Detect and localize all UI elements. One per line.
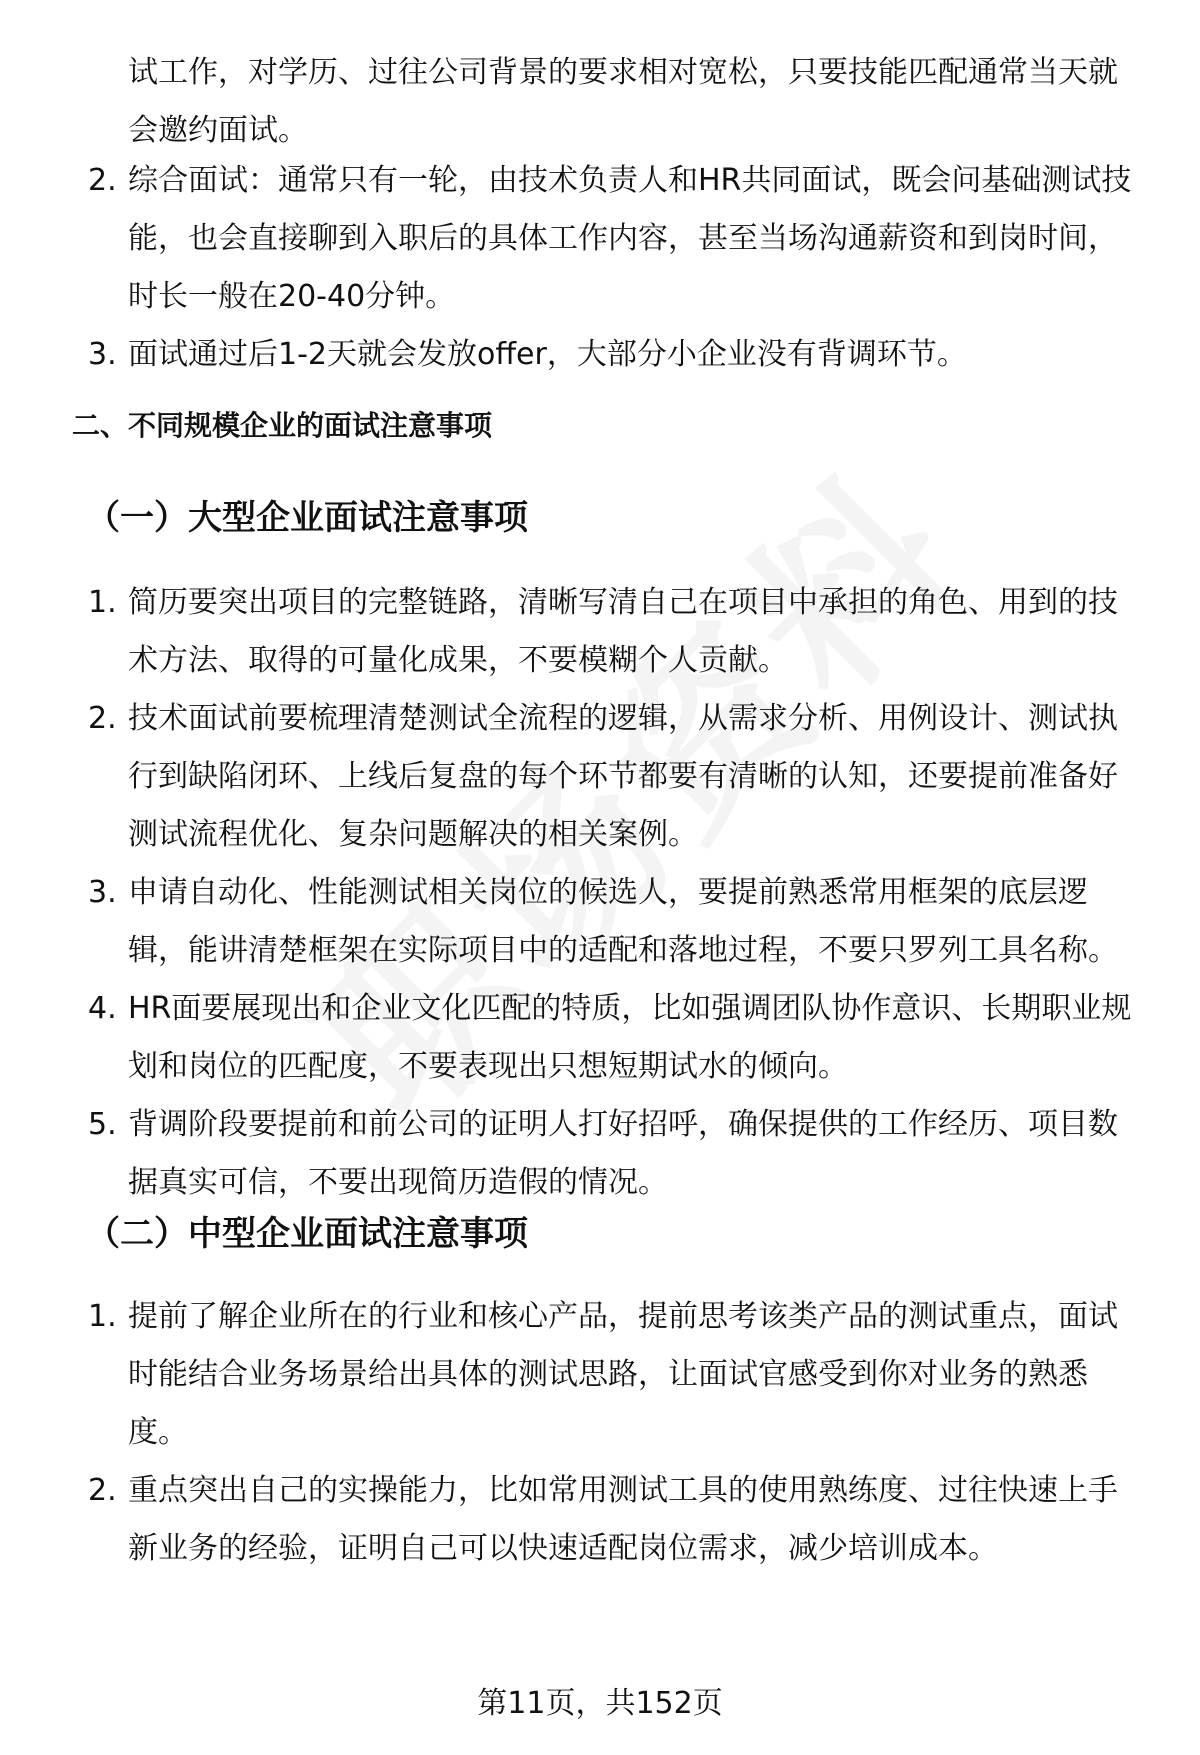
- list-item-number: 2.: [88, 701, 117, 736]
- list-item-number: 2.: [88, 1473, 117, 1508]
- page-number: 第11页，共152页: [477, 1686, 723, 1721]
- list-item-number: 3.: [88, 337, 117, 372]
- list-item-text: 重点突出自己的实操能力，比如常用测试工具的使用熟练度、过往快速上手新业务的经验，证明自己可以快速适配岗位需求，减少培训成本。: [128, 1473, 1118, 1566]
- list-item-number: 4.: [88, 991, 117, 1026]
- list-item-text: 技术面试前要梳理清楚测试全流程的逻辑，从需求分析、用例设计、测试执行到缺陷闭环、上线后复盘的每个环节都要有清晰的认知，还要提前准备好测试流程优化、复杂问题解决的相关案例。: [128, 701, 1118, 852]
- list-item-text: 简历要突出项目的完整链路，清晰写清自己在项目中承担的角色、用到的技术方法、取得的可量化成果，不要模糊个人贡献。: [128, 585, 1118, 678]
- list-item-text: 申请自动化、性能测试相关岗位的候选人，要提前熟悉常用框架的底层逻辑，能讲清楚框架在实际项目中的适配和落地过程，不要只罗列工具名称。: [128, 875, 1118, 968]
- large-enterprise-list: [80, 574, 1140, 1212]
- medium-enterprise-list: [80, 1288, 1140, 1578]
- intro-list: [80, 152, 1140, 384]
- list-item: [80, 574, 1140, 690]
- list-item-number: 3.: [88, 875, 117, 910]
- subsection-heading-medium: （二）中型企业面试注意事项: [86, 1214, 528, 1254]
- list-item: [80, 152, 1140, 326]
- list-item-number: 5.: [88, 1107, 117, 1142]
- list-item-text: HR面要展现出和企业文化匹配的特质，比如强调团队协作意识、长期职业规划和岗位的匹配度，不要表现出只想短期试水的倾向。: [128, 991, 1132, 1084]
- list-item-text: 背调阶段要提前和前公司的证明人打好招呼，确保提供的工作经历、项目数据真实可信，不要出现简历造假的情况。: [128, 1107, 1118, 1200]
- list-item-text: 提前了解企业所在的行业和核心产品，提前思考该类产品的测试重点，面试时能结合业务场景给出具体的测试思路，让面试官感受到你对业务的熟悉度。: [128, 1299, 1118, 1450]
- list-item: [80, 326, 1140, 384]
- list-item: [80, 980, 1140, 1096]
- list-item-text: 面试通过后1-2天就会发放offer，大部分小企业没有背调环节。: [128, 337, 967, 372]
- list-item-number: 1.: [88, 585, 117, 620]
- list-item: [80, 864, 1140, 980]
- list-item: [80, 1462, 1140, 1578]
- list-item-number: 1.: [88, 1299, 117, 1334]
- subsection-heading-large: （一）大型企业面试注意事项: [86, 498, 528, 538]
- list-item-text: 综合面试：通常只有一轮，由技术负责人和HR共同面试，既会问基础测试技能，也会直接聊到入职后的具体工作内容，甚至当场沟通薪资和到岗时间，时长一般在20-40分钟。: [128, 163, 1132, 314]
- list-item-number: 2.: [88, 163, 117, 198]
- list-item: [80, 690, 1140, 864]
- list-item: [80, 1288, 1140, 1462]
- list-item: [80, 1096, 1140, 1212]
- intro-continuation: 试工作，对学历、过往公司背景的要求相对宽松，只要技能匹配通常当天就会邀约面试。: [128, 55, 1118, 148]
- section-heading: 二、不同规模企业的面试注意事项: [72, 409, 493, 442]
